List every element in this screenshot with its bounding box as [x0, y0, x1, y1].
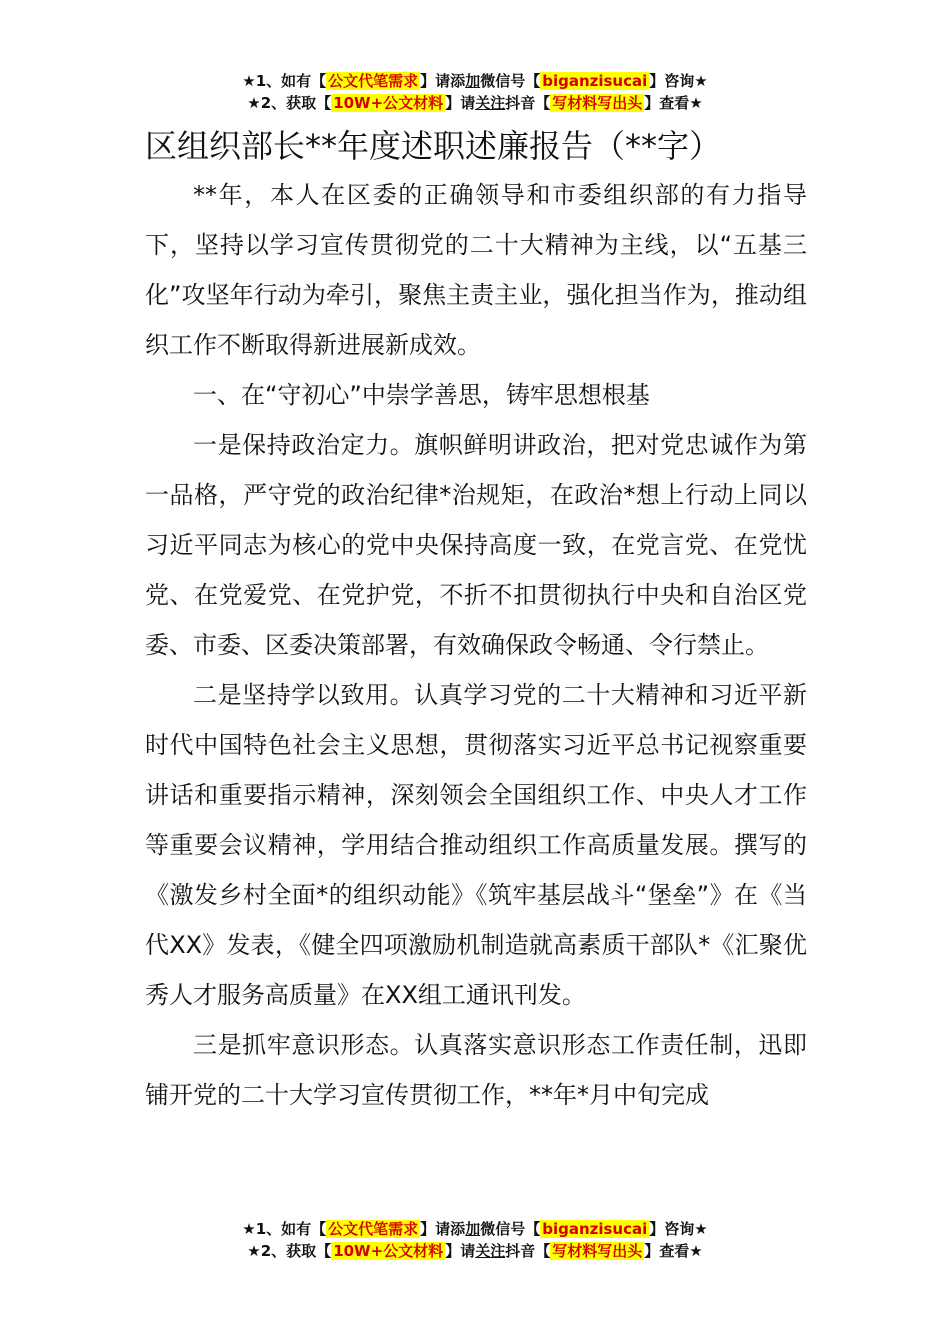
banner-line-1: ★1、如有【 公文代笔需求 】请添加微信号【 biganzisucai 】咨询★ — [242, 1220, 708, 1238]
banner-highlight: 写材料写出头 — [552, 94, 643, 112]
banner-highlight: 公文代笔需求 — [328, 72, 419, 90]
section-heading-1: 一、在“守初心”中崇学善思，铸牢思想根基 — [193, 381, 650, 409]
banner-highlight: 公文代笔需求 — [328, 1220, 419, 1238]
banner-highlight: 10W+公文材料 — [333, 1242, 444, 1260]
footer-banner — [0, 1218, 950, 1262]
document-body — [145, 170, 807, 1120]
banner-highlight: biganzisucai — [542, 1220, 648, 1238]
banner-highlight: 10W+公文材料 — [333, 94, 444, 112]
banner-line-2: ★2、获取【 10W+公文材料 】请关注抖音【 写材料写出头 】查看★ — [247, 94, 703, 112]
banner-line-2: ★2、获取【 10W+公文材料 】请关注抖音【 写材料写出头 】查看★ — [247, 1242, 703, 1260]
banner-highlight: biganzisucai — [542, 72, 648, 90]
paragraph-2: 二是坚持学以致用。认真学习党的二十大精神和习近平新时代中国特色社会主义思想，贯彻落实习近平总书记视察重要讲话和重要指示精神，深刻领会全国组织工作、中央人才工作等重要会议精神，学用结合推动组织工作高质量发展。撰写的《激发乡村全面*的组织动能》《筑牢基层战斗“堡垒”》在《当代XX》发表，《健全四项激励机制造就高素质干部队*《汇聚优秀人才服务高质量》在XX组工通讯刊发。 — [145, 681, 807, 1009]
header-banner — [0, 70, 950, 114]
banner-highlight: 写材料写出头 — [552, 1242, 643, 1260]
document-title: 区组织部长**年度述职述廉报告（**字） — [145, 127, 722, 165]
paragraph-intro: **年，本人在区委的正确领导和市委组织部的有力指导下，坚持以学习宣传贯彻党的二十大精神为主线，以“五基三化”攻坚年行动为牵引，聚焦主责主业，强化担当作为，推动组织工作不断取得新进展新成效。 — [145, 181, 807, 359]
paragraph-1: 一是保持政治定力。旗帜鲜明讲政治，把对党忠诚作为第一品格，严守党的政治纪律*治规矩，在政治*想上行动上同以习近平同志为核心的党中央保持高度一致，在党言党、在党忧党、在党爱党、在党护党，不折不扣贯彻执行中央和自治区党委、市委、区委决策部署，有效确保政令畅通、令行禁止。 — [145, 431, 807, 659]
banner-line-1: ★1、如有【 公文代笔需求 】请添加微信号【 biganzisucai 】咨询★ — [242, 72, 708, 90]
paragraph-3: 三是抓牢意识形态。认真落实意识形态工作责任制，迅即铺开党的二十大学习宣传贯彻工作，**年*月中旬完成 — [145, 1031, 807, 1109]
